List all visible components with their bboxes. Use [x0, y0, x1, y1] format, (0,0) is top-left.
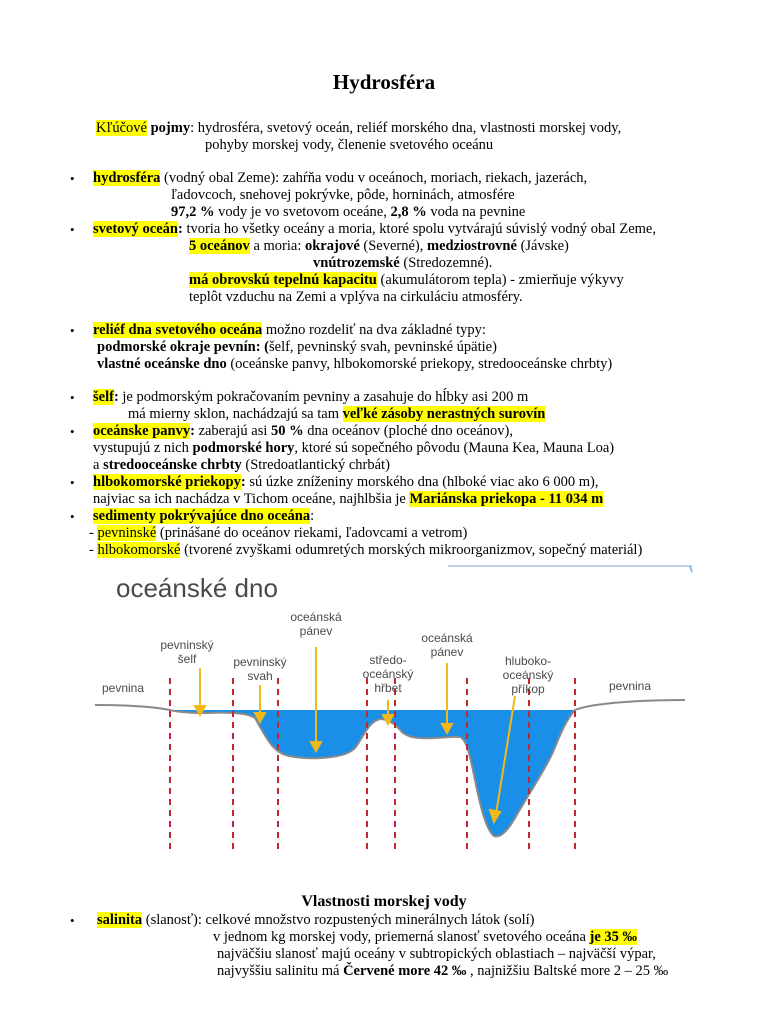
hydrosfera-text-3a: vody je vo svetovom oceáne,: [214, 204, 391, 220]
relief-text-1: možno rozdeliť na dva základné typy:: [262, 322, 486, 338]
priekopy-line-2: [93, 491, 603, 508]
key-terms-line-2: pohyby morskej vody, členenie svetového oceánu: [205, 137, 494, 153]
label-pevnina-right: pevnina: [608, 679, 652, 693]
panvy-term: oceánske panvy: [93, 423, 191, 439]
panvy-text-3a: a: [93, 457, 104, 473]
relief-line-2: [97, 339, 497, 356]
salinita-text-2: v jednom kg morskej vody, priemerná slanosť svetového oceána: [213, 929, 590, 945]
hydrosfera-text-3b: voda na pevnine: [426, 204, 526, 220]
sedimenty-text-1: (prinášané do oceánov riekami, ľadovcami a vetrom): [156, 525, 468, 541]
svetovy-term: svetový oceán: [93, 221, 178, 237]
salinita-text-1: (slanosť): celkové množstvo rozpustených minerálnych látok (solí): [142, 912, 535, 928]
svetovy-okrajove: okrajové: [304, 238, 360, 254]
diagram-title: oceánské dno: [116, 573, 278, 603]
relief-sub2: (oceánske panvy, hlbokomorské priekopy, stredooceánske chrbty): [226, 356, 613, 372]
self-text-2: má mierny sklon, nachádzajú sa tam: [128, 406, 343, 422]
self-line-1: [93, 389, 528, 406]
salinita-line-3: najväčšiu slanosť majú oceány v subtropických oblastiach – najväčší výpar,: [217, 946, 656, 962]
hydrosfera-term: hydrosféra: [93, 170, 161, 186]
salinita-line-4: [217, 963, 668, 980]
priekopy-highlight: Mariánska priekopa - 11 034 m: [409, 491, 604, 507]
panvy-podmorske-hory: podmorské hory: [192, 440, 295, 456]
label-self-1: pevninský: [160, 638, 214, 652]
svetovy-line-3: [313, 255, 492, 272]
label-hrbet-1: středo-: [369, 653, 407, 667]
salinita-cervene-more: Červené more 42 ‰: [343, 963, 467, 979]
key-terms-label-hl: Kľúčové: [96, 120, 147, 136]
self-highlight: veľké zásoby nerastných surovín: [342, 406, 546, 422]
panvy-line-3: [93, 457, 390, 474]
label-svah-1: pevninský: [233, 655, 287, 669]
ocean-floor-diagram: [0, 560, 768, 860]
hydrosfera-line-3: [171, 204, 525, 221]
self-colon: :: [113, 389, 119, 405]
salinita-highlight: je 35 ‰: [589, 929, 638, 945]
svetovy-oceans: 5 oceánov: [189, 238, 250, 254]
svetovy-line-2: [189, 238, 569, 255]
priekopy-colon: :: [240, 474, 246, 490]
sedimenty-line-2: [89, 525, 467, 542]
bullet: •: [70, 424, 75, 439]
hydrosfera-line-1: [93, 170, 587, 187]
sedimenty-line-1: [93, 508, 314, 525]
svetovy-text-2c: (Jávske): [516, 238, 569, 254]
svetovy-text-1: tvoria ho všetky oceány a moria, ktoré spolu vytvárajú súvislý vodný obal Zeme,: [182, 221, 656, 237]
panvy-pct: 50 %: [271, 423, 304, 439]
sedimenty-pevninske: pevninské: [97, 525, 157, 541]
svetovy-line-4: [189, 272, 624, 289]
salinita-term: salinita: [97, 912, 143, 928]
self-text-1: je podmorským pokračovaním pevniny a zasahuje do hĺbky asi 200 m: [118, 389, 529, 405]
label-panev1-2: pánev: [299, 624, 333, 638]
panvy-text-1b: dna oceánov (ploché dno oceánov),: [303, 423, 514, 439]
key-terms-line-1: [96, 120, 621, 137]
relief-sub2-bold: vlastné oceánske dno: [97, 356, 227, 372]
label-prikop-3: příkop: [511, 682, 545, 696]
label-prikop-2: oceánský: [502, 668, 554, 682]
sedimenty-colon: :: [310, 508, 315, 524]
svetovy-text-4: (akumulátorom tepla) - zmierňuje výkyvy: [376, 272, 624, 288]
panvy-text-3b: (Stredoatlantický chrbát): [241, 457, 390, 473]
salinita-line-1: [97, 912, 534, 929]
relief-line-1: [93, 322, 486, 339]
panvy-text-1a: zaberajú asi: [194, 423, 272, 439]
priekopy-text-1: sú úzke zníženiny morského dna (hlboké viac ako 6 000 m),: [245, 474, 599, 490]
priekopy-text-2: najviac sa ich nachádza v Tichom oceáne, najhlbšia je: [93, 491, 410, 507]
svetovy-text-2a: a moria:: [249, 238, 305, 254]
svetovy-heat: má obrovskú tepelnú kapacitu: [189, 272, 377, 288]
bullet: •: [70, 390, 75, 405]
panvy-line-1: [93, 423, 513, 440]
label-panev2-1: oceánská: [421, 631, 473, 645]
svetovy-line-1: [93, 221, 656, 238]
svetovy-line-5: teplôt vzduchu na Zemi a vplýva na cirkuláciu atmosféry.: [189, 289, 523, 305]
svetovy-text-3: (Stredozemné).: [399, 255, 493, 271]
bullet: •: [70, 509, 75, 524]
section-title-properties: Vlastnosti morskej vody: [301, 893, 467, 910]
label-prikop-1: hluboko-: [504, 654, 552, 668]
label-pevnina-left: pevnina: [101, 681, 145, 695]
hydrosfera-pct-2: 2,8 %: [390, 204, 427, 220]
label-hrbet-2: oceánský: [362, 667, 414, 681]
panvy-chrbty: stredooceánske chrbty: [103, 457, 242, 473]
label-panev1-1: oceánská: [290, 610, 342, 624]
bullet: •: [70, 913, 75, 928]
bullet: •: [70, 475, 75, 490]
panvy-line-2: [93, 440, 614, 457]
relief-line-3: [97, 356, 612, 373]
label-self-2: šelf: [177, 652, 197, 666]
bullet: •: [70, 323, 75, 338]
relief-term: reliéf dna svetového oceána: [93, 322, 263, 338]
hydrosfera-line-2: ľadovcoch, snehovej pokrývke, pôde, horninách, atmosfére: [171, 187, 515, 203]
salinita-text-4a: najvyššiu salinitu má: [217, 963, 344, 979]
sedimenty-dash-2: -: [89, 542, 98, 558]
bullet: •: [70, 222, 75, 237]
panvy-text-2a: vystupujú z nich: [93, 440, 193, 456]
svetovy-vnutrozemske: vnútrozemské: [313, 255, 400, 271]
hydrosfera-pct-1: 97,2 %: [171, 204, 215, 220]
page-title: Hydrosféra: [332, 70, 436, 94]
label-hrbet-3: hřbet: [374, 681, 402, 695]
sedimenty-term: sedimenty pokrývajúce dno oceána: [93, 508, 311, 524]
panvy-text-2b: , ktoré sú sopečného pôvodu (Mauna Kea, Mauna Loa): [294, 440, 615, 456]
svetovy-colon: :: [177, 221, 183, 237]
relief-sub1-bold: podmorské okraje pevnín: (: [97, 339, 269, 355]
svetovy-text-2b: (Severné),: [359, 238, 427, 254]
panvy-colon: :: [190, 423, 195, 439]
priekopy-line-1: [93, 474, 598, 491]
label-panev2-2: pánev: [430, 645, 464, 659]
self-line-2: [128, 406, 545, 423]
key-terms-label-bold: pojmy: [150, 120, 191, 136]
sedimenty-hlbokomorske: hlbokomorské: [97, 542, 181, 558]
sedimenty-dash-1: -: [89, 525, 98, 541]
relief-sub1: šelf, pevninský svah, pevninské úpätie): [269, 339, 497, 355]
sedimenty-text-2: (tvorené zvyškami odumretých morských mikroorganizmov, sopečný materiál): [180, 542, 643, 558]
priekopy-term: hlbokomorské priekopy: [93, 474, 241, 490]
label-svah-2: svah: [247, 669, 273, 683]
salinita-text-4b: , najnižšiu Baltské more 2 – 25 ‰: [466, 963, 669, 979]
hydrosfera-text-1: (vodný obal Zeme): zahŕňa vodu v oceánoch, moriach, riekach, jazerách,: [160, 170, 588, 186]
bullet: •: [70, 171, 75, 186]
salinita-line-2: [213, 929, 637, 946]
key-terms-text-1: : hydrosféra, svetový oceán, reliéf morského dna, vlastnosti morskej vody,: [190, 120, 622, 136]
self-term: šelf: [93, 389, 114, 405]
sedimenty-line-3: [89, 542, 642, 559]
svetovy-medziostrovne: medziostrovné: [426, 238, 517, 254]
